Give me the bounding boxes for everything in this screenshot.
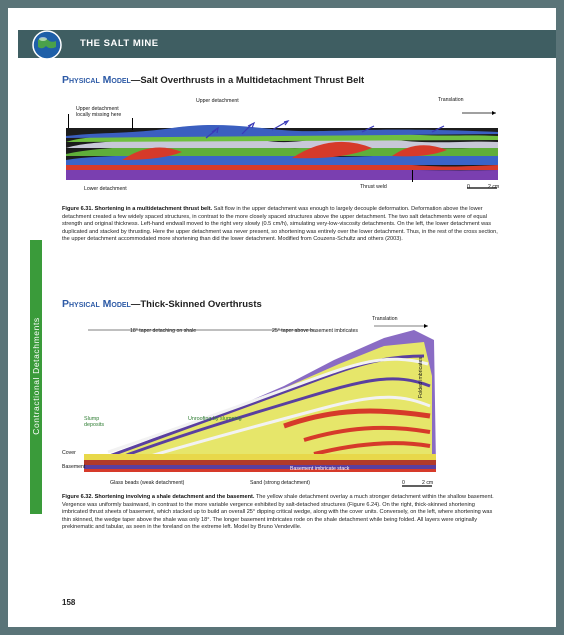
label-taper-shale: 18° taper detaching on shale [130,328,197,334]
figure-6-31-caption-bold: Figure 6.31. Shortening in a multidetachment thrust belt. [62,206,213,212]
label-thrust-weld: Thrust weld [360,184,387,190]
label-scale-zero-2: 0 [402,480,405,486]
section2-title [62,298,262,310]
label-slump-deposits: Slump deposits [84,416,105,428]
label-upper-missing: Upper detachment locally missing here [76,106,122,118]
section1-title-prefix: Physical Model [62,74,131,86]
label-lower-detachment: Lower detachment [84,186,127,192]
label-sand: Sand (strong detachment) [250,480,310,486]
figure-6-32-caption [62,494,502,532]
label-taper-basement: 25° taper above basement imbricates [272,328,358,334]
label-scale-two-2: 2 cm [422,480,434,486]
chapter-header [18,30,556,58]
label-glass-beads: Glass beads (weak detachment) [110,480,185,486]
figure-6-31-image [62,110,502,190]
globe-icon [32,30,62,60]
label-folded-imbricates: Folded imbricates [418,357,424,398]
chapter-title: THE SALT MINE [80,38,159,49]
label-scale-two-1: 2 cm [488,184,500,190]
figure-6-32-image [84,316,464,490]
section2-title-prefix: Physical Model [62,298,131,310]
figure-6-32-caption-text: The yellow shale detachment overlay a much stronger detachment within the shallow basement. Vergence was uniformly basinward, in contrast to the more variable vergence exhibited by salt-detached structures (Figure 6.24). On the right, thick-skinned shortening imbricated thrust sheets of basement, which stacked up to build an overall 25° dipping critical wedge, along with the cover units. Conversely, on the left, where shortening was thin skinned, the wedge taper above the shale was only 18°. The longer basement imbricates rode on the shale detachment while being folded. All layers were originally prekinematic and tabular, as seen in the foreland on the extreme left. Model by Bruno Vendeville. [62,494,494,531]
label-translation-2: Translation [372,316,398,322]
section1-title-rest: —Salt Overthrusts in a Multidetachment Thrust Belt [130,75,365,86]
label-unroofing: Unroofing by slumping [188,416,242,422]
label-upper-detachment: Upper detachment [196,98,239,104]
label-scale-zero-1: 0 [467,184,470,190]
label-basement: Basement [62,464,86,470]
label-imbricate-stack: Basement imbricate stack [290,466,350,472]
label-translation-1: Translation [438,97,464,103]
side-tab-label: Contractional Detachments [31,317,41,435]
figure-6-31-caption-text: Salt flow in the upper detachment was enough to largely decouple deformation. Deformation above the lower detachment created a few widely spaced structures, in contrast to the more closely spaced structures above the upper detachment. The two salt detachments were of equal strength and original thickness. Left-hand endwall moved to the right very slowly (0.5 cm/h), simulating very-low-viscosity detachments. On the left, the lower detachment was duplicated and stacked by thrusting. Here the upper detachment was never present, so shortening was entirely over the lower detachment. Thus, in the rest of the cross section, the upper detachment accommodated more shortening than did the lower detachment. Modified from Couzens-Schultz and others (2003). [62,206,498,243]
label-cover: Cover [62,450,76,456]
figure-6-32-caption-bold: Figure 6.32. Shortening involving a shale detachment and the basement. [62,494,255,500]
section2-title-rest: —Thick-Skinned Overthrusts [130,299,262,310]
figure-6-31-caption [62,206,502,244]
page-number: 158 [62,598,76,607]
section1-title [62,74,364,86]
